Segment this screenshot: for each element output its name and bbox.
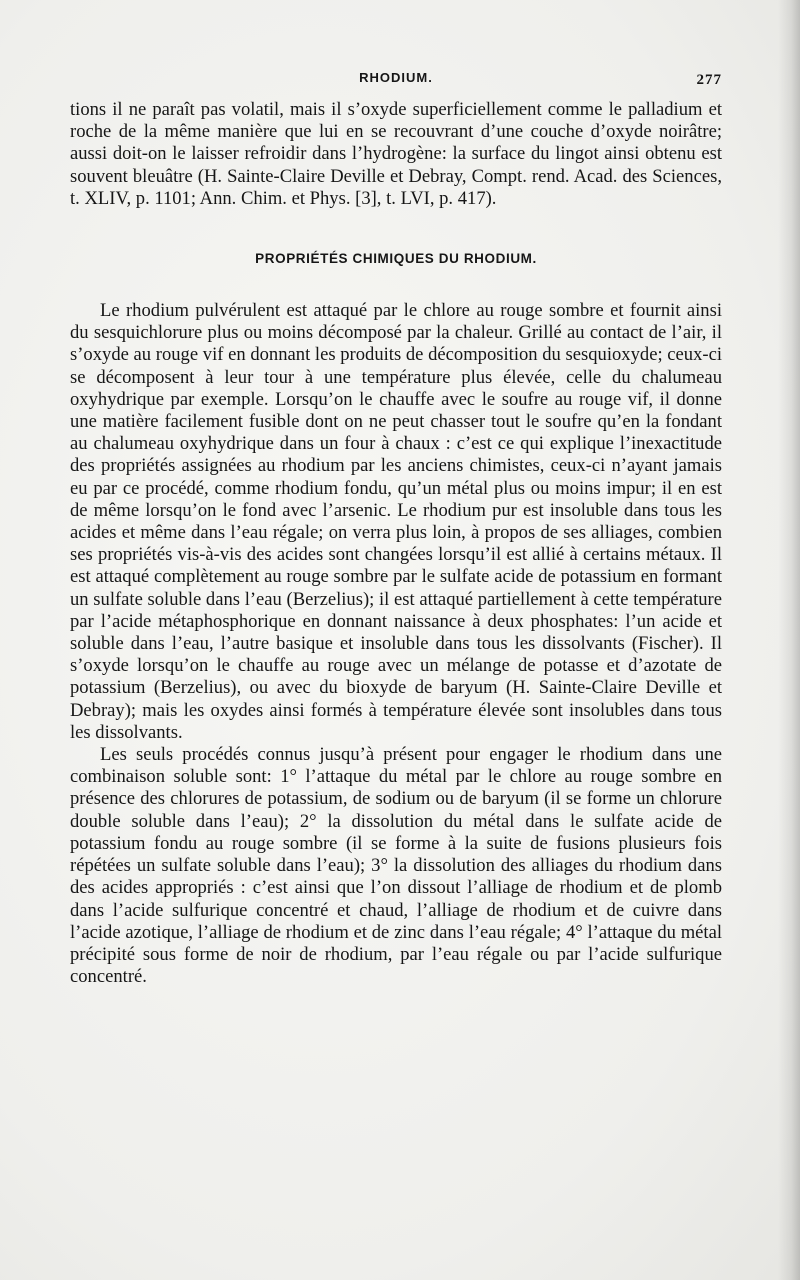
page-number: 277 xyxy=(696,72,722,88)
paragraph-soluble-combinations: Les seuls procédés connus jusqu’à présent pour engager le rhodium dans une combinaison soluble sont: 1° l’attaque du métal par le chlore au rouge sombre en présence des chlorures de potassium, de sodium ou de baryum (il se forme un chlorure double soluble dans l’eau); 2° la dissolution du métal dans le sulfate acide de potassium fondu au rouge sombre (il se forme à la suite de fusions plusieurs fois répétées un sulfate soluble dans l’eau); 3° la dissolution des alliages du rhodium dans des acides appropriés : c’est ainsi que l’on dissout l’alliage de rhodium et de plomb dans l’acide sulfurique concentré et chaud, l’alliage de rhodium et de cuivre dans l’acide azotique, l’alliage de rhodium et de zinc dans l’eau régale; 4° l’attaque du métal précipité sous forme de noir de rhodium, par l’eau régale ou par l’acide sulfurique concentré. xyxy=(70,744,722,988)
page-edge-shadow xyxy=(778,0,800,1280)
running-title: RHODIUM. xyxy=(359,70,433,85)
paragraph-chemical-properties: Le rhodium pulvérulent est attaqué par le chlore au rouge sombre et fournit ainsi du sesquichlorure plus ou moins décomposé par la chaleur. Grillé au contact de l’air, il s’oxyde au rouge vif en donnant les produits de décomposition du sesquioxyde; ceux-ci se décomposent à leur tour à une température plus élevée, celle du chalumeau oxyhydrique par exemple. Lorsqu’on le chauffe avec le soufre au rouge vif, il donne une matière facilement fusible dont on ne peut chasser tout le soufre qu’en la fondant au chalumeau oxyhydrique dans un four à chaux : c’est ce qui explique l’inexactitude des propriétés assignées au rhodium par les anciens chimistes, ceux-ci n’ayant jamais eu par ce procédé, comme rhodium fondu, qu’un métal plus ou moins impur; il en est de même lorsqu’on le fond avec l’arsenic. Le rhodium pur est insoluble dans tous les acides et même dans l’eau régale; on verra plus loin, à propos de ses alliages, combien ses propriétés vis-à-vis des acides sont changées lorsqu’il est allié à certains métaux. Il est attaqué complètement au rouge sombre par le sulfate acide de potassium en formant un sulfate soluble dans l’eau (Berzelius); il est attaqué partiellement à cette température par l’acide métaphosphorique en donnant naissance à deux phosphates: l’un acide et soluble dans l’eau, l’autre basique et insoluble dans tous les dissolvants (Fischer). Il s’oxyde lorsqu’on le chauffe au rouge avec un mélange de potasse et d’azotate de potassium (Berzelius), ou avec du bioxyde de baryum (H. Sainte-Claire Deville et Debray); mais les oxydes ainsi formés à température élevée sont insolubles dans tous les dissolvants. xyxy=(70,300,722,743)
opening-paragraph: tions il ne paraît pas volatil, mais il s’oxyde superficiellement comme le palladium et roche de la même manière que lui en se recouvrant d’une couche d’oxyde noirâtre; aussi doit-on le laisser refroidir dans l’hydrogène: la surface du lingot ainsi obtenu est souvent bleuâtre (H. Sainte-Claire Deville et Debray, Compt. rend. Acad. des Sciences, t. XLIV, p. 1101; Ann. Chim. et Phys. [3], t. LVI, p. 417). xyxy=(70,99,722,209)
running-head xyxy=(70,70,722,94)
page-body xyxy=(70,99,722,988)
section-title: PROPRIÉTÉS CHIMIQUES DU RHODIUM. xyxy=(255,251,537,267)
